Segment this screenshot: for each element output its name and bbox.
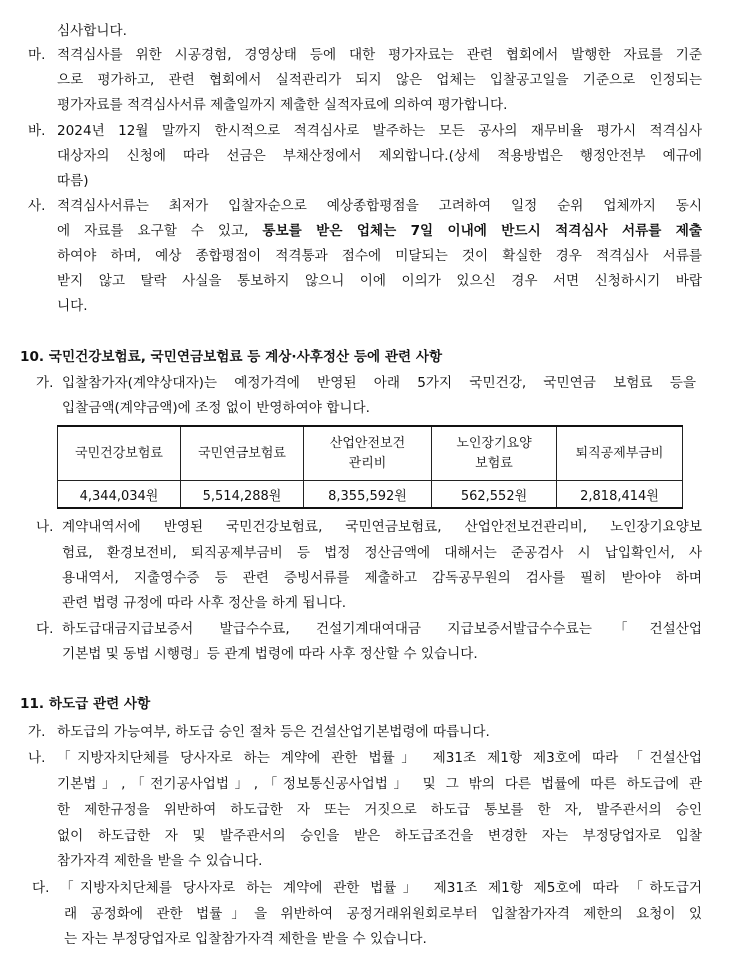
table-header-cell: 국민건강보험료 xyxy=(58,426,181,481)
section-10-title: 10. 국민건강보험료, 국민연금보험료 등 계상·사후정산 등에 관련 사항 xyxy=(20,349,443,365)
table-row xyxy=(58,481,683,509)
section-11-da-line: 는 자는 부정당업자로 입찰참가자격 제한을 받을 수 있습니다. xyxy=(64,931,427,947)
item-sa-line: 하여야 하며, 예상 종합평점이 적격통과 점수에 미달되는 것이 확실한 경우 적격심사 서류를 xyxy=(57,248,702,264)
section-11-na-line: 참가자격 제한을 받을 수 있습니다. xyxy=(57,853,263,869)
section-10-marker-na: 나. xyxy=(36,519,54,535)
table-header-cell: 노인장기요양 보험료 xyxy=(432,426,557,481)
paragraph-continuation: 심사합니다. xyxy=(57,23,127,39)
section-11-marker-ga: 가. xyxy=(28,724,46,740)
item-sa-line: 니다. xyxy=(57,298,88,314)
table-header-cell: 국민연금보험료 xyxy=(181,426,304,481)
section-11-na-line: 한 제한규정을 위반하여 하도급한 자 또는 거짓으로 하도급 통보를 한 자, 발주관서의 승인 xyxy=(57,802,702,818)
table-cell: 2,818,414원 xyxy=(557,481,683,509)
section-10-na-line: 험료, 환경보전비, 퇴직공제부금비 등 법정 정산금액에 대해서는 준공검사 시 납입확인서, 사 xyxy=(62,545,702,561)
section-11-na-line: 「지방자치단체를 당사자로 하는 계약에 관한 법률」 제31조 제1항 제3호에 따라 「건설산업 xyxy=(57,750,702,766)
table-cell: 4,344,034원 xyxy=(58,481,181,509)
section-10-ga-line: 입찰금액(계약금액)에 조정 없이 반영하여야 합니다. xyxy=(62,400,370,416)
section-10-na-line: 관련 법령 규정에 따라 사후 정산을 하게 됩니다. xyxy=(62,595,347,611)
item-ma-line: 평가자료를 적격심사서류 제출일까지 제출한 실적자료에 의하여 평가합니다. xyxy=(57,97,508,113)
item-marker-sa: 사. xyxy=(28,198,46,214)
section-10-da-line: 하도급대금지급보증서 발급수수료, 건설기계대여대금 지급보증서발급수수료는「건설산업 xyxy=(62,621,702,637)
insurance-fee-table xyxy=(57,425,683,509)
table-header-cell: 산업안전보건 관리비 xyxy=(304,426,432,481)
table-header-cell: 퇴직공제부금비 xyxy=(557,426,683,481)
item-ma-line: 으로 평가하고, 관련 협회에서 실적관리가 되지 않은 업체는 입찰공고일을 기준으로 인정되는 xyxy=(57,72,702,88)
section-11-marker-na: 나. xyxy=(28,750,46,766)
item-ba-line: 2024년 12월 말까지 한시적으로 적격심사로 발주하는 모든 공사의 재무비율 평가시 적격심사 xyxy=(57,123,702,139)
section-10-ga-line: 입찰참가자(계약상대자)는 예정가격에 반영된 아래 5가지 국민건강, 국민연금 보험료 등을 xyxy=(62,375,696,391)
section-11-marker-da: 다. xyxy=(32,880,50,896)
item-ba-line: 대상자의 신청에 따라 선금은 부채산정에서 제외합니다.(상세 적용방법은 행정안전부 예규에 xyxy=(57,148,702,164)
section-11-na-line: 없이 하도급한 자 및 발주관서의 승인을 받은 하도급조건을 변경한 자는 부정당업자로 입찰 xyxy=(57,828,702,844)
table-cell: 562,552원 xyxy=(432,481,557,509)
item-sa-line: 받지 않고 탈락 사실을 통보하지 않으니 이에 이의가 있으신 경우 서면 신청하시기 바랍 xyxy=(57,273,702,289)
item-sa-line: 적격심사서류는 최저가 입찰자순으로 예상종합평점을 고려하여 일정 순위 업체까지 동시 xyxy=(57,198,702,214)
table-header-row xyxy=(58,426,683,481)
section-11-ga-line: 하도급의 가능여부, 하도급 승인 절차 등은 건설산업기본법령에 따릅니다. xyxy=(57,724,490,740)
item-ba-line: 따름) xyxy=(57,173,89,189)
table-cell: 8,355,592원 xyxy=(304,481,432,509)
section-11-title: 11. 하도급 관련 사항 xyxy=(20,696,151,712)
item-ma-line: 적격심사를 위한 시공경험, 경영상태 등에 대한 평가자료는 관련 협회에서 발행한 자료를 기준 xyxy=(57,47,702,63)
section-11-da-line: 「지방자치단체를 당사자로 하는 계약에 관한 법률」 제31조 제1항 제5호에 따라 「하도급거 xyxy=(60,880,702,896)
section-10-marker-da: 다. xyxy=(36,621,54,637)
section-11-na-line: 기본법」,「전기공사업법」,「정보통신공사업법」 및 그 밖의 다른 법률에 따른 하도급에 관 xyxy=(57,776,702,792)
item-sa-line xyxy=(57,222,702,240)
table-cell: 5,514,288원 xyxy=(181,481,304,509)
item-sa-emphasis: 통보를 받은 업체는 7일 이내에 반드시 적격심사 서류를 제출 xyxy=(262,223,702,239)
item-marker-ma: 마. xyxy=(28,47,46,63)
item-sa-text: 에 자료를 요구할 수 있고, xyxy=(57,223,263,239)
section-11-da-line: 래 공정화에 관한 법률」을 위반하여 공정거래위원회로부터 입찰참가자격 제한의 요청이 있 xyxy=(64,906,702,922)
section-10-na-line: 계약내역서에 반영된 국민건강보험료, 국민연금보험료, 산업안전보건관리비, 노인장기요양보 xyxy=(62,519,702,535)
item-marker-ba: 바. xyxy=(28,123,46,139)
section-10-da-line: 기본법 및 동법 시행령」등 관계 법령에 따라 사후 정산할 수 있습니다. xyxy=(62,646,478,662)
section-10-marker-ga: 가. xyxy=(36,375,54,391)
section-10-na-line: 용내역서, 지출영수증 등 관련 증빙서류를 제출하고 감독공무원의 검사를 필히 받아야 하며 xyxy=(62,570,702,586)
